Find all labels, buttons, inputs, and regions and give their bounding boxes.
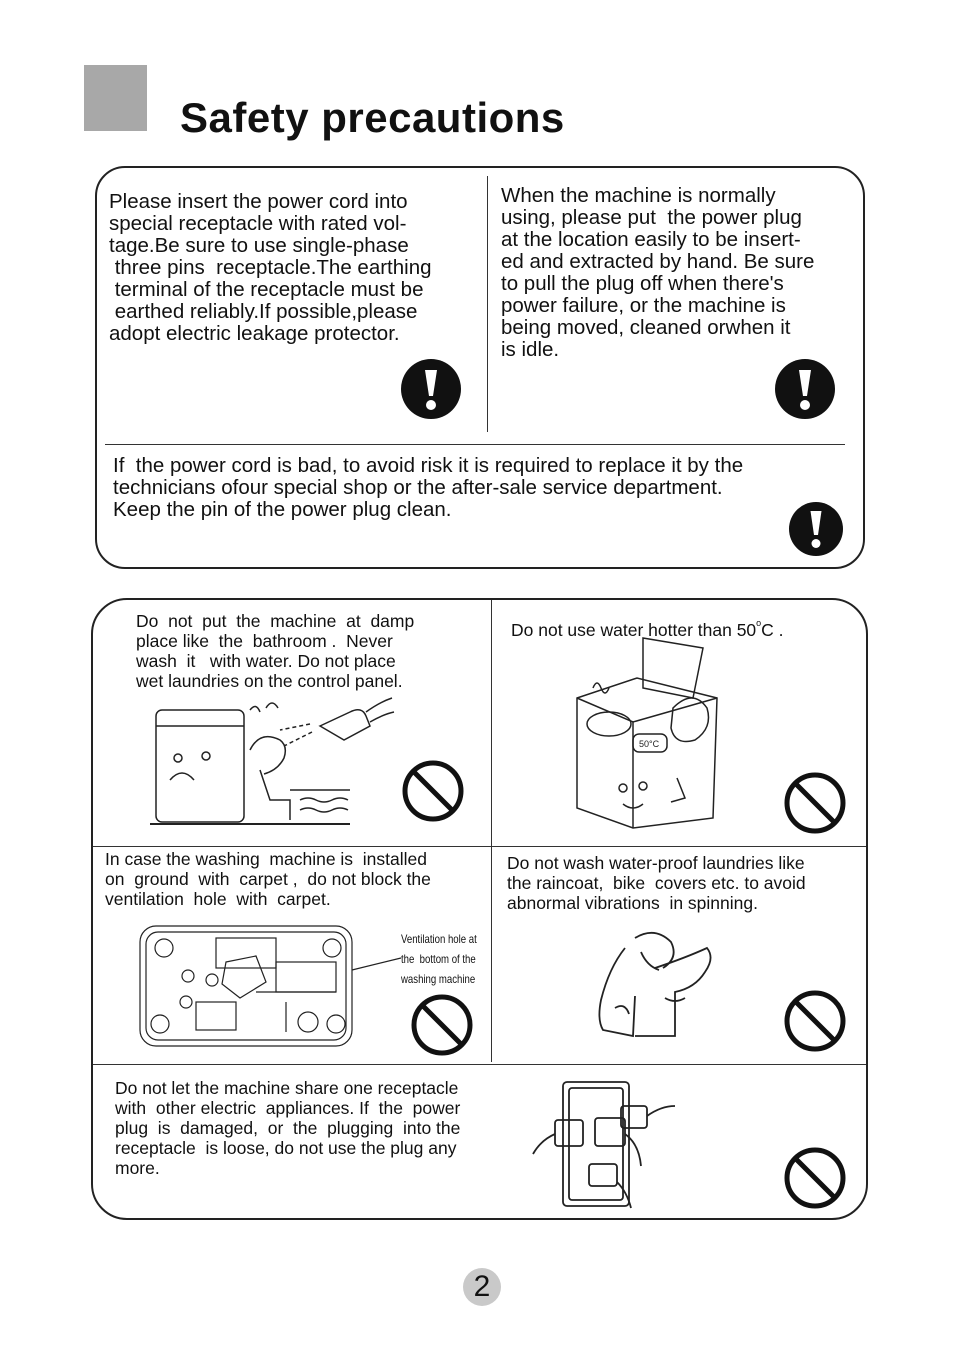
page-title: Safety precautions (180, 94, 565, 141)
warning-power-plug-text: When the machine is normally using, please put the power plug at the location easily to be insert- ed and extracted by hand. Be sure to pull the plug off when there's power failure, or the machine is being moved, cleaned orwhen it is idle. (501, 184, 815, 361)
prohibition-icon (784, 1147, 846, 1209)
receptacle-illustration (531, 1078, 676, 1210)
prohibition-box-separator-1 (93, 846, 866, 847)
raincoat-illustration (595, 928, 715, 1040)
header-square (84, 65, 147, 131)
prohibition-shared-receptacle-text: Do not let the machine share one receptacle with other electric appliances. If the power plug is damaged, or the plugging into the receptacle is loose, do not use the plug any more. (115, 1078, 461, 1178)
machine-hose-illustration (150, 690, 395, 830)
warning-box-divider (487, 176, 488, 432)
prohibition-icon (784, 772, 846, 834)
prohibition-damp-place-text: Do not put the machine at damp place like the bathroom . Never wash it with water. Do not place wet laundries on the control panel. (136, 611, 415, 691)
exclamation-icon (788, 501, 844, 557)
prohibition-hot-water-text: Do not use water hotter than 50$^o$C . (511, 618, 784, 640)
prohibition-icon (784, 990, 846, 1052)
warning-box-separator (105, 444, 845, 445)
prohibition-carpet-text: In case the washing machine is installed on ground with carpet , do not block the ventilation hole with carpet. (105, 849, 431, 909)
prohibition-waterproof-text: Do not wash water-proof laundries like the raincoat, bike covers etc. to avoid abnormal vibrations in spinning. (507, 853, 806, 913)
prohibition-icon (411, 994, 473, 1056)
machine-bottom-illustration (136, 922, 401, 1052)
exclamation-icon (400, 358, 462, 420)
hot-water-label: 50°C (639, 739, 660, 749)
exclamation-icon (774, 358, 836, 420)
hot-water-machine-illustration (573, 638, 723, 830)
page-number: 2 (463, 1268, 501, 1306)
ventilation-hole-label: Ventilation hole at the bottom of the washing machine (401, 932, 477, 986)
prohibition-box-separator-2 (93, 1064, 866, 1065)
warning-power-cord-text: If the power cord is bad, to avoid risk it is required to replace it by the technicians ofour special shop or the after-sale service department. Keep the pin of the power plug clean. (113, 454, 744, 521)
prohibition-icon (402, 760, 464, 822)
warning-power-receptacle-text: Please insert the power cord into special receptacle with rated vol- tage.Be sure to use single-phase three pins receptacle.The earthing terminal of the receptacle must be earthed reliably.If possible,please adopt electric leakage protector. (109, 190, 432, 345)
prohibition-box-divider (491, 600, 492, 1062)
